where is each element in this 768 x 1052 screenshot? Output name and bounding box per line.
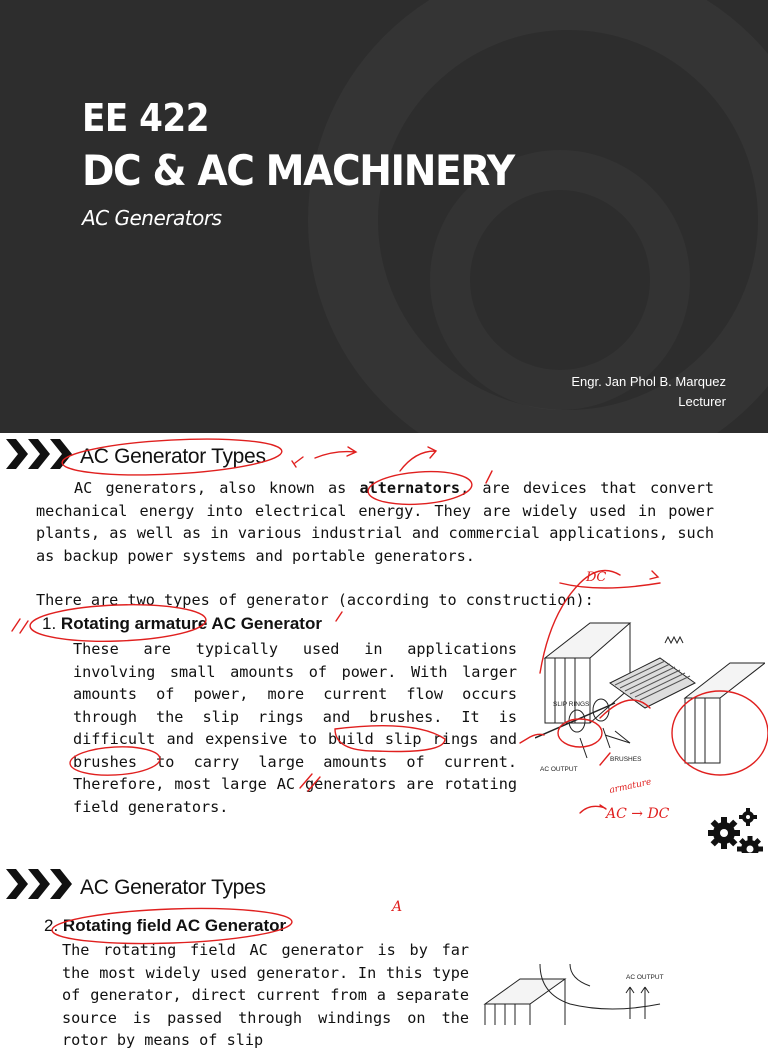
- ac-output-label: AC OUTPUT: [540, 766, 578, 773]
- item-description: The rotating field AC generator is by far the most widely used generator. In this type of generator, direct current from a separate source is passed through windings on the rotor by means of slip: [62, 941, 469, 1049]
- topic-subtitle: AC Generators: [82, 206, 222, 230]
- lecturer-name: Engr. Jan Phol B. Marquez: [571, 374, 726, 389]
- chevrons-icon: [6, 439, 74, 469]
- slide-rotating-armature: [0, 433, 768, 853]
- slip-rings-label: SLIP RINGS: [553, 701, 590, 708]
- handwritten-note: armature: [608, 777, 653, 796]
- chevrons-icon: [6, 869, 74, 899]
- alternators-term: alternators: [359, 479, 461, 497]
- intro-paragraph: AC generators, also known as alternators, are devices that convert mechanical energy into electrical energy. They are widely used in power plants, as well as in various industrial and commercial applications, such as backup power systems and portable generators.: [36, 479, 714, 565]
- section-heading: AC Generator Types: [80, 876, 266, 899]
- course-name: DC & AC MACHINERY: [82, 146, 514, 195]
- rotating-armature-figure: [535, 603, 765, 793]
- handwritten-dc: DC: [586, 570, 607, 585]
- slide-rotating-field: [0, 853, 768, 1049]
- ac-output-label: AC OUTPUT: [626, 974, 664, 981]
- types-intro-line: There are two types of generator (according to construction):: [36, 591, 594, 609]
- item-description: These are typically used in applications involving small amounts of power. With larger amounts of power, more current flow occurs through the slip rings and brushes. It is difficult and expensive to build slip rings and brushes to carry large amounts of current. Therefore, most large AC generators are rotating field generators.: [73, 640, 517, 816]
- brushes-label: BRUSHES: [610, 756, 642, 763]
- item-heading: 2. Rotating field AC Generator: [44, 916, 287, 935]
- section-heading: AC Generator Types: [80, 445, 266, 468]
- item-heading: 1. Rotating armature AC Generator: [42, 614, 322, 633]
- lecturer-block: [571, 372, 726, 412]
- handwritten-mark: A: [392, 899, 403, 915]
- lecturer-role: Lecturer: [678, 394, 726, 409]
- title-slide: [0, 0, 768, 433]
- handwritten-ac-dc: AC → DC: [606, 806, 670, 822]
- rotating-field-figure: [480, 959, 720, 1025]
- course-code: EE 422: [82, 96, 209, 140]
